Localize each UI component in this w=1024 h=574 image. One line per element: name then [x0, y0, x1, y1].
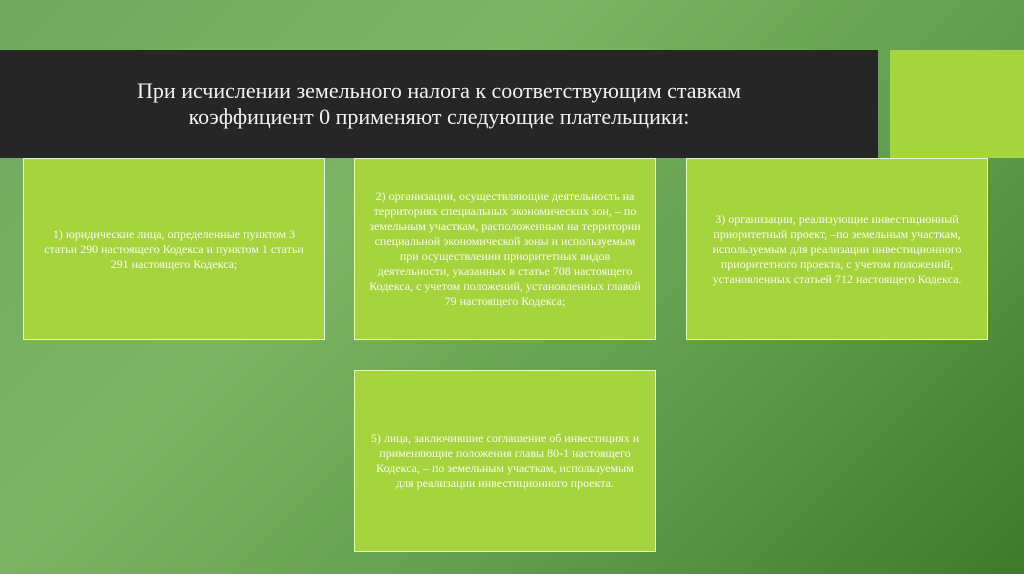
card-2 — [354, 158, 656, 340]
card-5-text: 5) лица, заключившие соглашение об инвестициях и применяющие положения главы 80-1 настоящего Кодекса, – по земельным участкам, используемым для реализации инвестиционного проекта. — [370, 431, 640, 490]
card-1 — [23, 158, 325, 340]
card-5 — [354, 370, 656, 552]
card-3 — [686, 158, 988, 340]
accent-block — [890, 50, 1024, 158]
title-line-1: При исчислении земельного налога к соответствующим ставкам — [137, 78, 741, 103]
card-1-text: 1) юридические лица, определенные пунктом 3 статьи 290 настоящего Кодекса и пунктом 1 статьи 291 настоящего Кодекса; — [44, 226, 304, 271]
card-3-text: 3) организации, реализующие инвестиционный приоритетный проект, –по земельным участкам, используемым для реализации инвестиционного приоритетного проекта, с учетом положений, установленных статьей 712 настоящего Кодекса. — [712, 211, 962, 286]
card-2-text: 2) организации, осуществляющие деятельность на территориях специальных экономических зон, – по земельным участкам, расположенным на территории специальной экономической зоны и используемым при осуществлении приоритетных видов деятельности, указанных в статье 708 настоящего Кодекса, с учетом положений, установленных главой 79 настоящего Кодекса; — [369, 189, 641, 308]
title-band — [0, 50, 878, 158]
slide-title — [59, 78, 819, 130]
title-line-2: коэффициент 0 применяют следующие плательщики: — [188, 104, 690, 129]
